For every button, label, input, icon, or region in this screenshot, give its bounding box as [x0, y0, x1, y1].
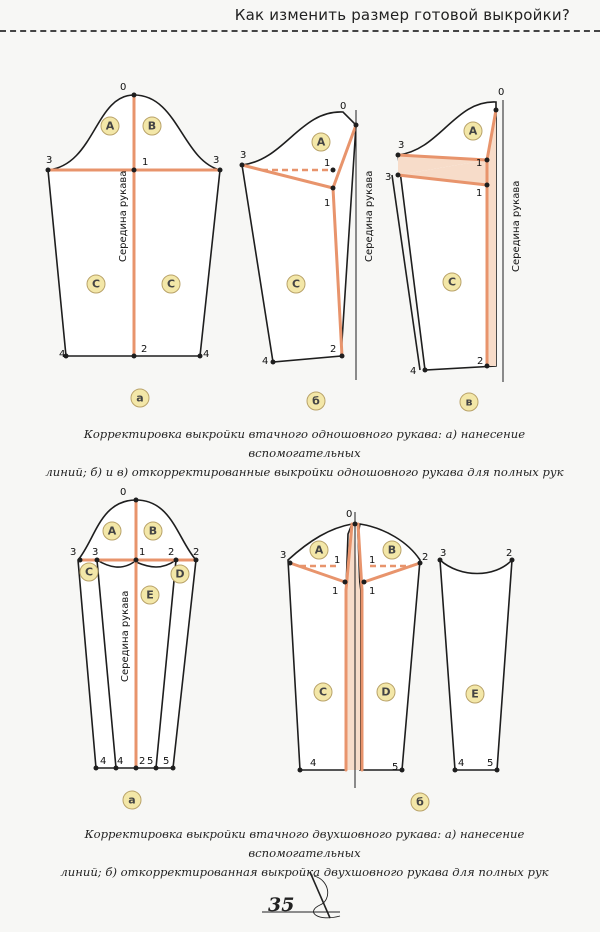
- fig2b-point-1-right-lower: 1: [369, 586, 376, 597]
- fig1v-region-a: A: [468, 124, 478, 138]
- fig2-panel-label-a: а: [128, 793, 136, 807]
- fig1a-point-0: 0: [120, 82, 127, 93]
- fig1v-point-0: 0: [498, 87, 505, 98]
- fig1v-point-3-lower: 3: [385, 172, 392, 183]
- fig2a-region-e: E: [146, 588, 154, 602]
- fig2b-region-d: D: [381, 685, 391, 699]
- fig2b-point-0: 0: [346, 509, 353, 520]
- fig1-panel-label-a: а: [136, 391, 144, 405]
- fig1v-region-c: C: [447, 275, 457, 289]
- fig2b-point-4: 4: [310, 758, 317, 769]
- fig1a-region-b: B: [147, 119, 157, 133]
- fig1a-center-label: Середина рукава: [118, 170, 129, 262]
- fig2b-e-point-4: 4: [458, 758, 465, 769]
- fig1v-point-1-upper: 1: [476, 158, 483, 169]
- fig1a-point-1: 1: [142, 157, 149, 168]
- fig1-panel-a: [46, 82, 223, 407]
- fig2b-point-1-left-lower: 1: [332, 586, 339, 597]
- fig2a-point-0: 0: [120, 487, 127, 498]
- fig2a-region-a: A: [107, 524, 117, 538]
- fig2a-region-d: D: [175, 567, 185, 581]
- fig1a-region-c-right: C: [166, 277, 176, 291]
- fig2a-center-label: Середина рукава: [120, 590, 131, 682]
- fig1v-point-1-lower: 1: [476, 188, 483, 199]
- fig2a-point-5-inner: 5: [147, 756, 154, 767]
- fig1-panel-v: [385, 87, 522, 411]
- fig2b-region-a: A: [314, 543, 324, 557]
- fig1b-region-c: C: [291, 277, 301, 291]
- running-header: Как изменить размер готовой выкройки?: [234, 6, 570, 24]
- fig2b-e-point-5: 5: [487, 758, 494, 769]
- fig1-panel-label-b: б: [312, 394, 320, 408]
- fig2b-region-e: E: [471, 687, 479, 701]
- fig1a-region-c-left: C: [91, 277, 101, 291]
- fig1b-point-0: 0: [340, 101, 347, 112]
- fig1b-point-3: 3: [240, 150, 247, 161]
- fig2b-point-5: 5: [392, 762, 399, 773]
- fig2a-point-2-inner: 2: [168, 547, 175, 558]
- fig1-panel-label-v: в: [465, 395, 473, 409]
- fig1v-center-label: Середина рукава: [511, 180, 522, 272]
- fig2b-e-point-3: 3: [440, 548, 447, 559]
- fig2a-point-2-outer: 2: [193, 547, 200, 558]
- figure1-caption: Корректировка выкройки втачного одношовного рукава: а) нанесение вспомогательных линий; б) и в) откорректированные выкройки одношовного рукава для полных рук: [45, 427, 564, 479]
- fig2-panel-label-b: б: [416, 795, 424, 809]
- fig1v-point-3-upper: 3: [398, 140, 405, 151]
- fig2b-region-b: B: [387, 543, 397, 557]
- fig2a-point-3-outer: 3: [70, 547, 77, 558]
- fig2a-region-c: C: [84, 565, 94, 579]
- fig1b-center-label: Середина рукава: [364, 170, 375, 262]
- fig2-panel-b: [280, 509, 429, 811]
- fig2a-point-5-outer: 5: [163, 756, 170, 767]
- fig2b-point-1-left-upper: 1: [334, 555, 341, 566]
- fig2a-point-1: 1: [139, 547, 146, 558]
- figure2-caption: Корректировка выкройки втачного двухшовного рукава: а) нанесение вспомогательных линий; б) откорректированная выкройка двухшовного рукава для полных рук: [60, 827, 549, 879]
- page-number: 35: [268, 894, 295, 916]
- fig2b-point-3: 3: [280, 550, 287, 561]
- fig1v-point-4: 4: [410, 366, 417, 377]
- fig2b-point-1-right-upper: 1: [369, 555, 376, 566]
- fig1a-point-2: 2: [141, 344, 148, 355]
- fig1v-point-2: 2: [477, 356, 484, 367]
- fig1a-point-4-right: 4: [203, 349, 210, 360]
- fig2a-point-2-bottom: 2: [139, 756, 146, 767]
- fig1a-point-4-left: 4: [59, 349, 66, 360]
- fig1b-region-a: A: [316, 135, 326, 149]
- fig2a-point-4-inner: 4: [117, 756, 124, 767]
- fig1b-point-2: 2: [330, 344, 337, 355]
- fig2-panel-a: [70, 487, 199, 809]
- fig1b-point-4: 4: [262, 356, 269, 367]
- fig2a-point-3-inner: 3: [92, 547, 99, 558]
- fig2b-region-c: C: [318, 685, 328, 699]
- fig2a-region-b: B: [148, 524, 158, 538]
- fig1a-point-3-left: 3: [46, 155, 53, 166]
- fig2a-point-4-outer: 4: [100, 756, 107, 767]
- fig1a-point-3-right: 3: [213, 155, 220, 166]
- fig1-panel-b: [240, 101, 376, 410]
- fig2b-e-point-2: 2: [506, 548, 513, 559]
- fig1a-region-a: A: [105, 119, 115, 133]
- fig2b-point-2: 2: [422, 552, 429, 563]
- fig2-panel-b-piece-e: [438, 548, 515, 773]
- fig1b-point-1-lower: 1: [324, 198, 331, 209]
- fig1b-point-1-upper: 1: [324, 158, 331, 169]
